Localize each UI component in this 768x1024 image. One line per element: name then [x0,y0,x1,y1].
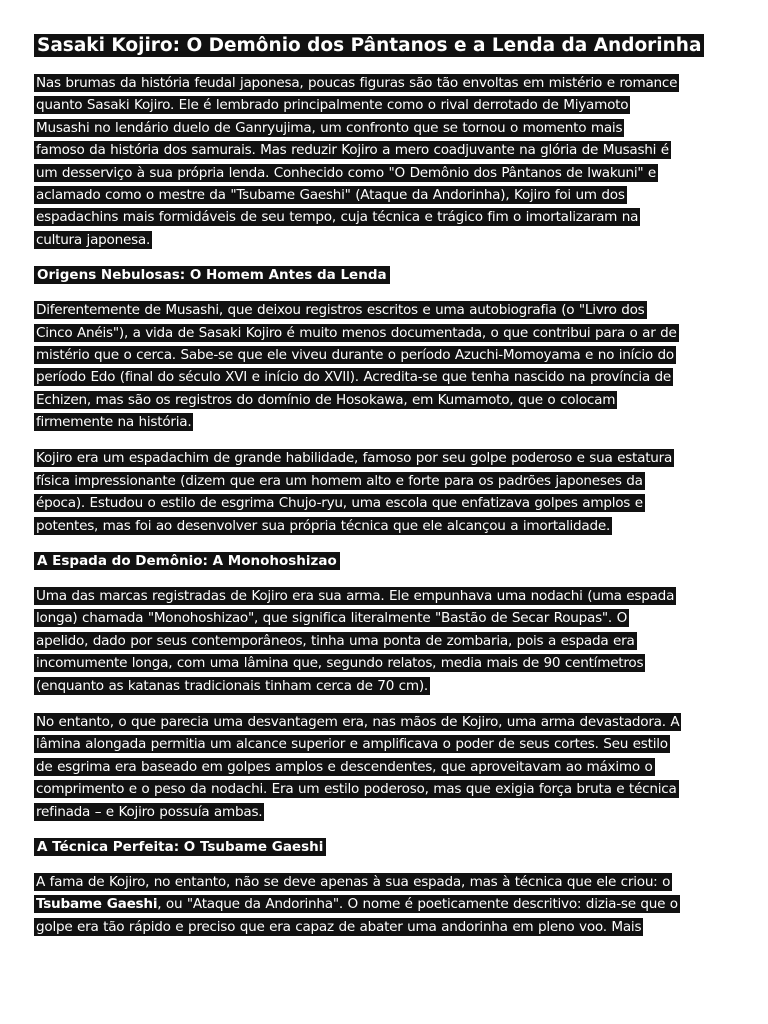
text-line: potentes, mas foi ao desenvolver sua própria técnica que ele alcançou a imortalidade. [36,517,611,534]
document-page [34,34,734,952]
text-line: de esgrima era baseado em golpes amplos e descendentes, que aproveitavam ao máximo o [36,758,653,775]
origins-paragraph-2 [34,447,734,537]
text-line: No entanto, o que parecia uma desvantagem era, nas mãos de Kojiro, uma arma devastadora. A [36,713,680,730]
text-line: refinada – e Kojiro possuía ambas. [36,803,263,820]
intro-paragraph [34,72,734,251]
document-title: Sasaki Kojiro: O Demônio dos Pântanos e a Lenda da Andorinha [34,34,734,58]
text-line: Cinco Anéis"), a vida de Sasaki Kojiro é muito menos documentada, o que contribui para o ar de [36,324,677,341]
section-heading-sword: A Espada do Demônio: A Monohoshizao [34,551,734,571]
text-line: época). Estudou o estilo de esgrima Chujo-ryu, uma escola que enfatizava golpes amplos e [36,495,643,512]
text-line: apelido, dado por seus contemporâneos, tinha uma ponta de zombaria, pois a espada era [36,632,635,649]
text-line: famoso da história dos samurais. Mas reduzir Kojiro a mero coadjuvante na glória de Musashi é [36,142,669,159]
text-line: Kojiro era um espadachim de grande habilidade, famoso por seu golpe poderoso e sua estatura [36,450,673,467]
sword-paragraph-2 [34,711,734,823]
text-line: Nas brumas da história feudal japonesa, poucas figuras são tão envoltas em mistério e romance [36,75,678,91]
sword-paragraph-1 [34,585,734,697]
text-line: período Edo (final do século XVI e início do XVII). Acredita-se que tenha nascido na província de [36,369,672,386]
technique-name-bold: Tsubame Gaeshi [36,896,158,913]
text-line: cultura japonesa. [36,231,151,248]
text-line: um desserviço à sua própria lenda. Conhecido como "O Demônio dos Pântanos de Iwakuni" e [36,164,657,181]
technique-paragraph [34,871,734,938]
origins-paragraph-1 [34,299,734,433]
text-line: longa) chamada "Monohoshizao", que significa literalmente "Bastão de Secar Roupas". O [36,610,628,627]
text-line: (enquanto as katanas tradicionais tinham cerca de 70 cm). [36,677,428,694]
text-line: quanto Sasaki Kojiro. Ele é lembrado principalmente como o rival derrotado de Miyamoto [36,97,629,114]
text-line: comprimento e o peso da nodachi. Era um estilo poderoso, mas que exigia força bruta e técnica [36,781,677,798]
text-line: Tsubame Gaeshi, ou "Ataque da Andorinha". O nome é poeticamente descritivo: dizia-se que o [36,896,678,913]
text-line: física impressionante (dizem que era um homem alto e forte para os padrões japoneses da [36,472,643,489]
section-heading-technique: A Técnica Perfeita: O Tsubame Gaeshi [34,837,734,857]
text-line: Uma das marcas registradas de Kojiro era sua arma. Ele empunhava uma nodachi (uma espada [36,588,675,605]
text-line: Diferentemente de Musashi, que deixou registros escritos e uma autobiografia (o "Livro dos [36,302,645,319]
text-line: aclamado como o mestre da "Tsubame Gaeshi" (Ataque da Andorinha), Kojiro foi um dos [36,186,625,203]
text-line: espadachins mais formidáveis de seu tempo, cuja técnica e trágico fim o imortalizaram na [36,209,639,226]
text-line: lâmina alongada permitia um alcance superior e amplificava o poder de seus cortes. Seu estilo [36,736,668,753]
text-line: Musashi no lendário duelo de Ganryujima, um confronto que se tornou o momento mais [36,119,623,136]
text-line: firmemente na história. [36,414,192,431]
text-line: incomumente longa, com uma lâmina que, segundo relatos, media mais de 90 centímetros [36,655,644,672]
section-heading-origins: Origens Nebulosas: O Homem Antes da Lenda [34,265,734,285]
text-line: mistério que o cerca. Sabe-se que ele viveu durante o período Azuchi-Momoyama e no início do [36,346,674,363]
text-line: Echizen, mas são os registros do domínio de Hosokawa, em Kumamoto, que o colocam [36,391,616,408]
text-line: golpe era tão rápido e preciso que era capaz de abater uma andorinha em pleno voo. Mais [36,918,642,935]
text-line: A fama de Kojiro, no entanto, não se deve apenas à sua espada, mas à técnica que ele criou: o [36,873,671,890]
